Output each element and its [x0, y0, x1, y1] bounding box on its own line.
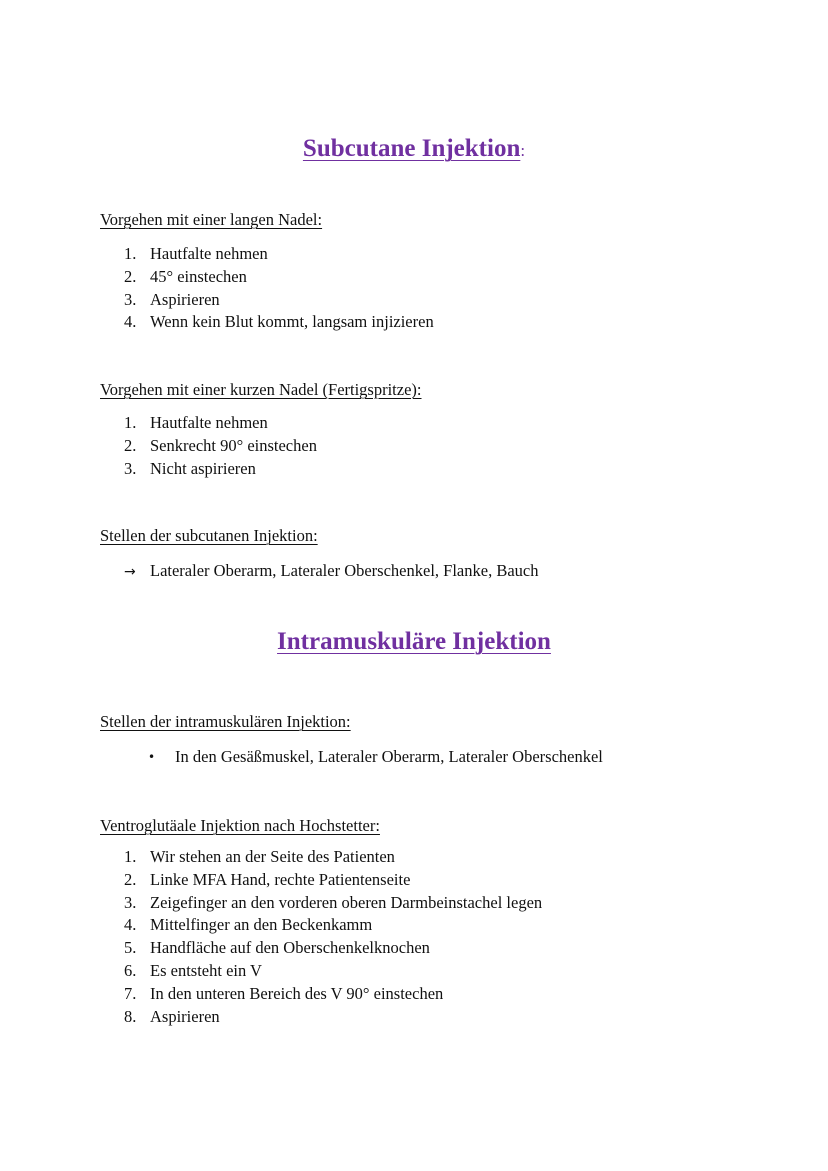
list-item: 3. Aspirieren	[124, 289, 220, 309]
long-needle-heading: Vorgehen mit einer langen Nadel:	[100, 210, 323, 229]
list-item: 3. Zeigefinger an den vorderen oberen Darmbeinstachel legen	[124, 892, 543, 912]
list-item: 8. Aspirieren	[124, 1006, 220, 1026]
list-item: 4. Mittelfinger an den Beckenkamm	[124, 915, 373, 935]
list-item: 2. Senkrecht 90° einstechen	[124, 435, 317, 455]
short-needle-heading: Vorgehen mit einer kurzen Nadel (Fertigspritze):	[100, 380, 422, 399]
hochstetter-heading: Ventroglutäale Injektion nach Hochstetter:	[100, 816, 380, 835]
list-item: 6. Es entsteht ein V	[124, 960, 262, 980]
list-item: 7. In den unteren Bereich des V 90° einstechen	[124, 983, 444, 1003]
short-needle-steps	[100, 412, 317, 480]
list-item: 3. Nicht aspirieren	[124, 458, 256, 478]
intramuscular-sites-text: In den Gesäßmuskel, Lateraler Oberarm, Lateraler Oberschenkel	[175, 747, 603, 766]
list-item: 2. 45° einstechen	[124, 266, 247, 286]
right-arrow-icon: →	[124, 564, 136, 580]
list-item: 1. Wir stehen an der Seite des Patienten	[124, 847, 395, 866]
list-item: 5. Handfläche auf den Oberschenkelknochen	[124, 938, 430, 958]
intramuscular-sites	[148, 746, 603, 768]
subcutaneous-sites	[124, 560, 538, 583]
title-colon: :	[520, 141, 526, 160]
section-title-subcutane	[0, 134, 828, 166]
title-text: Intramuskuläre Injektion	[277, 628, 551, 655]
list-item: 1. Hautfalte nehmen	[124, 244, 268, 263]
title-text: Subcutane Injektion	[302, 135, 521, 162]
subcutaneous-sites-text: Lateraler Oberarm, Lateraler Oberschenkel, Flanke, Bauch	[150, 561, 539, 580]
list-item: 1. Hautfalte nehmen	[124, 413, 268, 432]
intramuscular-sites-heading: Stellen der intramuskulären Injektion:	[100, 712, 351, 731]
bullet-icon: •	[148, 750, 156, 764]
long-needle-steps	[100, 243, 434, 334]
section-title-intramuskulaer	[0, 627, 828, 657]
hochstetter-steps	[100, 846, 542, 1028]
list-item: 2. Linke MFA Hand, rechte Patientenseite	[124, 869, 411, 889]
subcutaneous-sites-heading: Stellen der subcutanen Injektion:	[100, 526, 318, 545]
list-item: 4. Wenn kein Blut kommt, langsam injizieren	[124, 312, 434, 332]
